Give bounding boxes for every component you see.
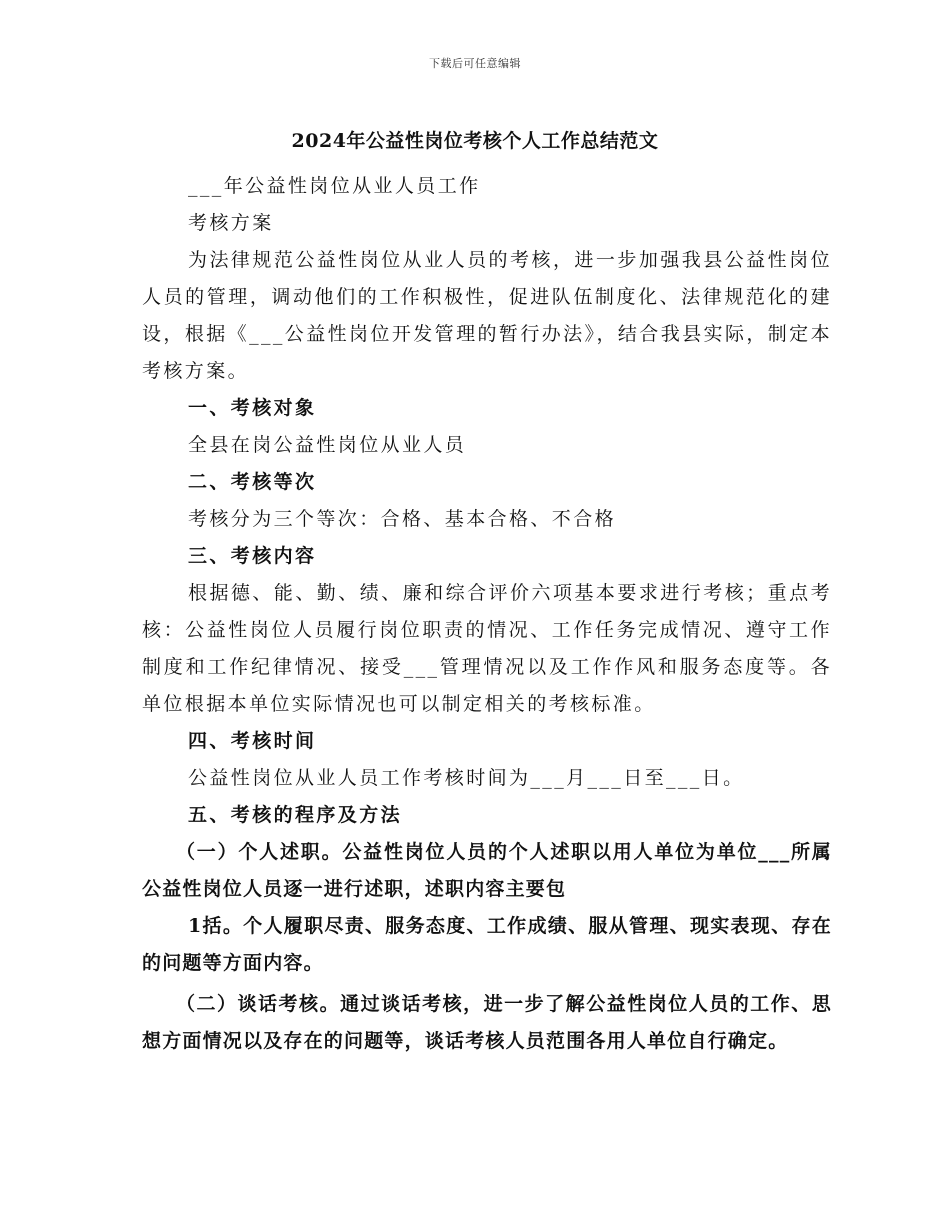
paragraph-subtitle-1: ___年公益性岗位从业人员工作 [188, 175, 481, 197]
section-heading-4: 四、考核时间 [188, 730, 317, 752]
section-heading-5: 五、考核的程序及方法 [188, 804, 403, 826]
paragraph-interview: （二）谈话考核。通过谈话考核，进一步了解公益性岗位人员的工作、思想方面情况以及存在的问题等，谈话考核人员范围各用人单位自行确定。 [142, 993, 832, 1052]
paragraph-section-3: 根据德、能、勤、绩、廉和综合评价六项基本要求进行考核；重点考核：公益性岗位人员履行岗位职责的情况、工作任务完成情况、遵守工作制度和工作纪律情况、接受___管理情况以及工作作风和服务态度等。各单位根据本单位实际情况也可以制定相关的考核标准。 [142, 582, 832, 715]
paragraph-section-2: 考核分为三个等次：合格、基本合格、不合格 [188, 508, 617, 530]
document-title: 2024年公益性岗位考核个人工作总结范文 [291, 130, 659, 152]
paragraph-section-1: 全县在岗公益性岗位从业人员 [188, 434, 467, 456]
section-heading-3: 三、考核内容 [188, 545, 317, 567]
paragraph-personal-report: （一）个人述职。公益性岗位人员的个人述职以用人单位为单位___所属公益性岗位人员逐一进行述职，述职内容主要包 [142, 841, 832, 900]
document-body [142, 168, 832, 1060]
paragraph-report-content: 1括。个人履职尽责、服务态度、工作成绩、服从管理、现实表现、存在的问题等方面内容。 [142, 915, 832, 974]
header-note: 下载后可任意编辑 [429, 57, 521, 70]
paragraph-intro: 为法律规范公益性岗位从业人员的考核，进一步加强我县公益性岗位人员的管理，调动他们的工作积极性，促进队伍制度化、法律规范化的建设，根据《___公益性岗位开发管理的暂行办法》，结合我县实际，制定本考核方案。 [142, 249, 832, 382]
paragraph-subtitle-2: 考核方案 [188, 212, 274, 234]
paragraph-section-4: 公益性岗位从业人员工作考核时间为___月___日至___日。 [188, 767, 745, 789]
section-heading-1: 一、考核对象 [188, 397, 317, 419]
section-heading-2: 二、考核等次 [188, 471, 317, 493]
